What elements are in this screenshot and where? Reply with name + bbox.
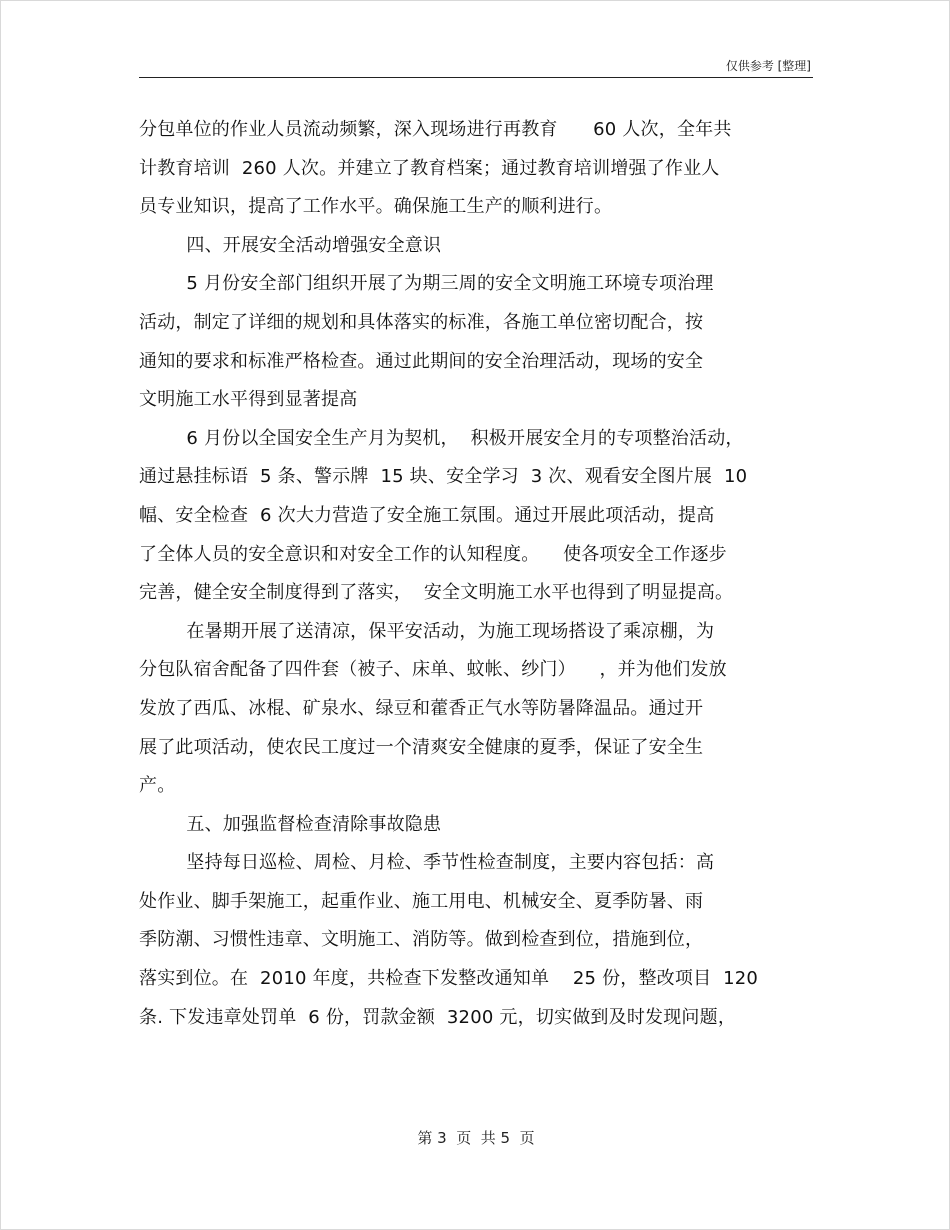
text-line: 幅、安全检查 6 次大力营造了安全施工氛围。通过开展此项活动，提高 — [139, 504, 715, 526]
text-line: 计教育培训 260 人次。并建立了教育档案；通过教育培训增强了作业人 — [139, 157, 720, 179]
page-footer: 第 3 页 共 5 页 — [417, 1129, 535, 1147]
text-line: 文明施工水平得到显著提高 — [139, 389, 358, 411]
body-text — [139, 111, 819, 1037]
text-line: 分包单位的作业人员流动频繁，深入现场进行再教育 60 人次，全年共 — [139, 119, 732, 140]
text-line: 员专业知识，提高了工作水平。确保施工生产的顺利进行。 — [139, 196, 613, 218]
text-line: 6 月份以全国安全生产月为契机， 积极开展安全月的专项整治活动， — [139, 427, 744, 449]
text-line: 发放了西瓜、冰棍、矿泉水、绿豆和藿香正气水等防暑降温品。通过开 — [139, 697, 704, 719]
text-line: 了全体人员的安全意识和对安全工作的认知程度。 使各项安全工作逐步 — [139, 543, 727, 565]
text-line: 条. 下发违章处罚单 6 份，罚款金额 3200 元，切实做到及时发现问题， — [139, 1006, 737, 1028]
text-line: 展了此项活动，使农民工度过一个清爽安全健康的夏季，保证了安全生 — [139, 736, 704, 758]
text-line: 分包队宿舍配备了四件套（被子、床单、蚊帐、纱门） ，并为他们发放 — [139, 659, 727, 681]
text-line: 处作业、脚手架施工，起重作业、施工用电、机械安全、夏季防暑、雨 — [139, 890, 704, 912]
text-line: 坚持每日巡检、周检、月检、季节性检查制度，主要内容包括：高 — [139, 852, 715, 874]
page-header — [139, 53, 813, 78]
text-line: 活动，制定了详细的规划和具体落实的标准，各施工单位密切配合，按 — [139, 311, 704, 333]
section-heading: 四、开展安全活动增强安全意识 — [139, 234, 442, 256]
text-line: 5 月份安全部门组织开展了为期三周的安全文明施工环境专项治理 — [139, 273, 714, 295]
text-line: 产。 — [139, 775, 176, 797]
header-note: 仅供参考 [整理] — [725, 59, 811, 73]
text-line: 季防潮、习惯性违章、文明施工、消防等。做到检查到位，措施到位， — [139, 929, 704, 951]
text-line: 通过悬挂标语 5 条、警示牌 15 块、安全学习 3 次、观看安全图片展 10 — [139, 466, 748, 488]
text-line: 完善，健全安全制度得到了落实， 安全文明施工水平也得到了明显提高。 — [139, 582, 734, 604]
section-heading: 五、加强监督检查清除事故隐患 — [139, 813, 442, 835]
text-line: 通知的要求和标准严格检查。通过此期间的安全治理活动，现场的安全 — [139, 350, 704, 372]
text-line: 落实到位。在 2010 年度，共检查下发整改通知单 25 份，整改项目 120 — [139, 968, 759, 990]
text-line: 在暑期开展了送清凉，保平安活动，为施工现场搭设了乘凉棚，为 — [139, 620, 715, 642]
